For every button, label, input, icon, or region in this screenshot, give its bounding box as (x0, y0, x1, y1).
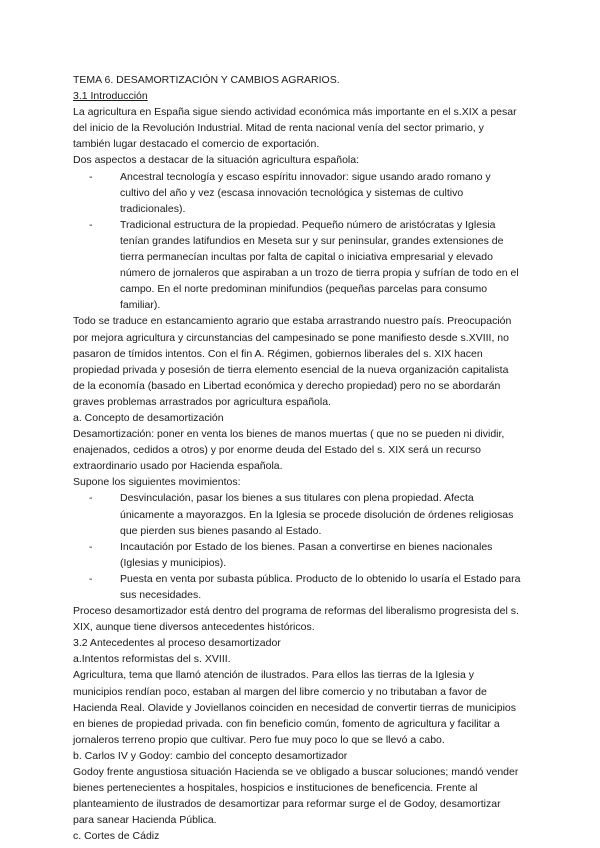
paragraph: Desamortización: poner en venta los bienes de manos muertas ( que no se pueden ni dividir, enajenados, cedidos a otros) y por enorme deuda del Estado del s. XIX será un recurso extraordinario usado por Hacienda española. (73, 428, 505, 473)
section-heading-introduccion: 3.1 Introducción (73, 90, 148, 103)
section-heading-antecedentes: 3.2 Antecedentes al proceso desamortizador (73, 637, 281, 650)
paragraph: Godoy frente angustiosa situación Hacienda se ve obligado a buscar soluciones; mandó vender bienes pertenecientes a hospitales, hospicios e instituciones de beneficencia. Frente al planteamiento de ilustrados de desamortizar para reformar surge el de Godoy, desamortizar para sanear Hacienda Pública. (73, 766, 519, 827)
paragraph: Dos aspectos a destacar de la situación agricultura española: (73, 154, 360, 167)
list-item: - Desvinculación, pasar los bienes a sus titulares con plena propiedad. Afecta únicamente a mayorazgos. En la Iglesia se procede disolución de órdenes religiosas que pierden sus bienes pasando al Estado. (107, 490, 521, 538)
list-item: - Ancestral tecnología y escaso espíritu innovador: sigue usando arado romano y cultivo del año y vez (escasa innovación tecnológica y sistemas de cultivo tradicionales). (107, 169, 521, 217)
bullet-list-aspectos (73, 169, 521, 314)
subsection-heading: a.Intentos reformistas del s. XVIII. (73, 653, 231, 666)
bullet-list-movimientos (73, 490, 521, 603)
paragraph: La agricultura en España sigue siendo actividad económica más importante en el s.XIX a pesar del inicio de la Revolución Industrial. Mitad de renta nacional venía del sector primario, y también lugar destacado el comercio de exportación. (73, 106, 517, 151)
subsection-heading: a. Concepto de desamortización (73, 411, 224, 424)
paragraph: Todo se traduce en estancamiento agrario que estaba arrastrando nuestro país. Preocupación por mejora agricultura y circunstancias del campesinado se pone manifiesto desde s.XVIII, no pasaron de tímidos intentos. Con el fin A. Régimen, gobiernos liberales del s. XIX hacen propiedad privada y posesión de tierra elemento esencial de la nueva organización capitalista de la economía (basado en Libertad económica y derecho propiedad) pero no se abordarán graves problemas arrastrados por agricultura española. (73, 315, 512, 408)
list-item: - Tradicional estructura de la propiedad. Pequeño número de aristócratas y Iglesia tenían grandes latifundios en Meseta sur y sur peninsular, grandes extensiones de tierra permanecían incultas por falta de capital o iniciativa empresarial y elevado número de jornaleros que aspiraban a un trozo de tierra propia y sufrían de todo en el campo. En el norte predominan minifundios (pequeñas parcelas para consumo familiar). (107, 217, 521, 314)
document-title: TEMA 6. DESAMORTIZACIÓN Y CAMBIOS AGRARIOS. (73, 74, 340, 86)
paragraph: Supone los siguientes movimientos: (73, 476, 241, 489)
list-item: - Puesta en venta por subasta pública. Producto de lo obtenido lo usaría el Estado para sus necesidades. (107, 571, 521, 603)
list-item: - Incautación por Estado de los bienes. Pasan a convertirse en bienes nacionales (Iglesias y municipios). (107, 539, 521, 571)
paragraph: Agricultura, tema que llamó atención de ilustrados. Para ellos las tierras de la Iglesia y municipios rendían poco, estaban al margen del libre comercio y no tributaban a favor de Hacienda Real. Olavide y Joviellanos coinciden en necesidad de convertir tierras de municipios en bienes de propiedad privada. con fin beneficio común, fomento de agricultura y facilitar a jornaleros terreno propio que cultivar. Pero fue muy poco lo que se llevó a cabo. (73, 669, 516, 746)
subsection-heading: b. Carlos IV y Godoy: cambio del concepto desamortizador (73, 749, 348, 762)
document-page (73, 72, 521, 845)
subsection-heading: c. Cortes de Cádiz (73, 830, 160, 843)
paragraph: Proceso desamortizador está dentro del programa de reformas del liberalismo progresista del s. XIX, aunque tiene diversos antecedentes históricos. (73, 605, 519, 634)
